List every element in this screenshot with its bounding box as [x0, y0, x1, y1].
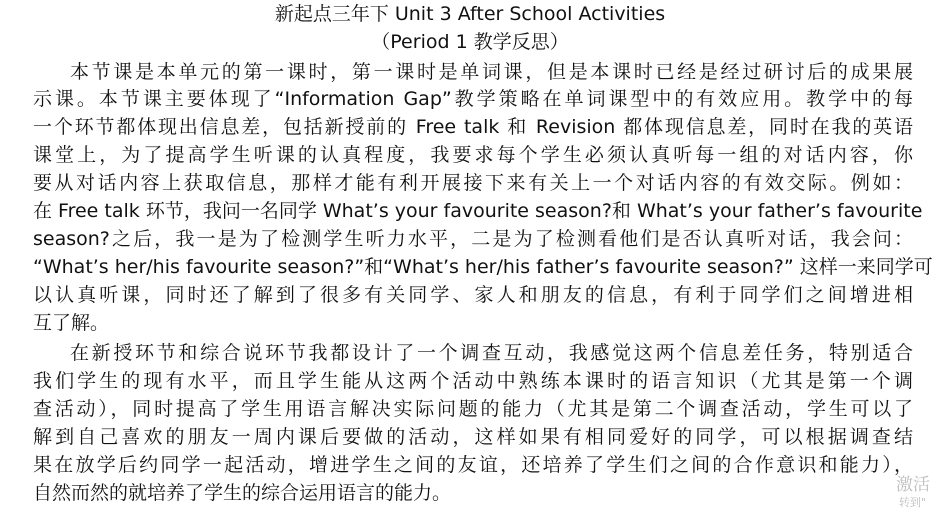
paragraph-2-line-1: 在新授环节和综合说环节我都设计了一个调查互动，我感觉这两个信息差任务，特别适合 — [70, 342, 913, 364]
paragraph-1-line-3: 一个环节都体现出信息差，包括新授前的 Free talk 和 Revision 都体现信息差，同时在我的英语 — [33, 116, 913, 138]
paragraph-2-line-5: 果在放学后约同学一起活动，增进学生之间的友谊，还培养了学生们之间的合作意识和能力）， — [33, 454, 913, 476]
paragraph-2-line-2: 我们学生的现有水平，而且学生能从这两个活动中熟练本课时的语言知识（尤其是第一个调 — [33, 370, 913, 392]
paragraph-1-line-10: 互了解。 — [33, 312, 110, 334]
document-subtitle: （Period 1 教学反思） — [371, 31, 569, 53]
paragraph-2-line-6: 自然而然的就培养了学生的综合运用语言的能力。 — [33, 482, 452, 504]
activation-watermark-subtitle: 转到" — [898, 496, 926, 509]
paragraph-1-line-1: 本节课是本单元的第一课时，第一课时是单词课，但是本课时已经是经过研讨后的成果展 — [70, 61, 913, 83]
paragraph-1-line-7: season?之后，我一是为了检测学生听力水平，二是为了检测看他们是否认真听对话，我会问： — [33, 228, 913, 250]
paragraph-1-line-9: 以认真听课，同时还了解到了很多有关同学、家人和朋友的信息，有利于同学们之间增进相 — [33, 284, 913, 306]
paragraph-1-line-4: 课堂上，为了提高学生听课的认真程度，我要求每个学生必须认真听每一组的对话内容，你 — [33, 144, 913, 166]
paragraph-2-line-4: 解到自己喜欢的朋友一周内课后要做的活动，这样如果有相同爱好的同学，可以根据调查结 — [33, 426, 913, 448]
paragraph-1-line-6: 在 Free talk 环节，我问一名同学 What’s your favourite season?和 What’s your father’s favourite — [33, 200, 923, 222]
paragraph-1-line-8: “What’s her/his favourite season?”和“What’s her/his father’s favourite season?” 这样一来同学可 — [33, 256, 933, 278]
document-title: 新起点三年下 Unit 3 After School Activities — [274, 3, 666, 25]
activation-watermark-title: 激活 — [896, 475, 930, 495]
paragraph-1-line-2: 示课。本节课主要体现了“Information Gap”教学策略在单词课型中的有效应用。教学中的每 — [33, 88, 913, 110]
paragraph-2-line-3: 查活动），同时提高了学生用语言解决实际问题的能力（尤其是第二个调查活动，学生可以了 — [33, 398, 913, 420]
paragraph-1-line-5: 要从对话内容上获取信息，那样才能有利开展接下来有关上一个对话内容的有效交际。例如： — [33, 172, 913, 194]
